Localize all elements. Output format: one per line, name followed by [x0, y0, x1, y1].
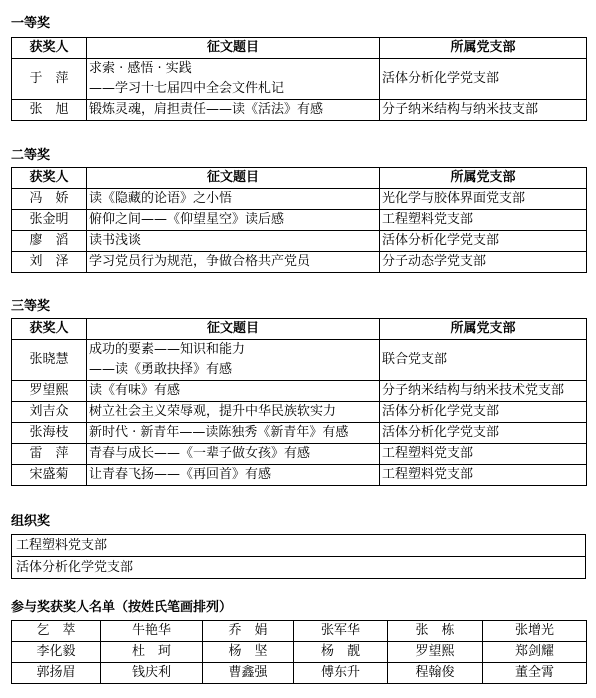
table-row — [12, 59, 587, 100]
table-row — [12, 340, 587, 381]
participant-name: 张 栋 — [388, 621, 483, 642]
header-name: 获奖人 — [12, 319, 87, 340]
essay-title: 读《隐藏的论语》之小悟 — [87, 189, 380, 210]
participation-award-heading: 参与奖获奖人名单（按姓氏笔画排列） — [11, 600, 233, 615]
party-branch: 活体分析化学党支部 — [380, 402, 587, 423]
participation-award-table — [11, 620, 587, 684]
third-prize-table — [11, 318, 587, 486]
essay-title: 青春与成长——《一辈子做女孩》有感 — [87, 444, 380, 465]
participant-name: 张增光 — [483, 621, 587, 642]
table-row — [12, 231, 587, 252]
essay-title — [87, 59, 380, 100]
organization-award-branch: 工程塑料党支部 — [12, 535, 586, 557]
party-branch: 活体分析化学党支部 — [380, 59, 587, 100]
table-row — [12, 100, 587, 121]
party-branch: 活体分析化学党支部 — [380, 231, 587, 252]
table-row — [12, 210, 587, 231]
participant-name: 罗望熙 — [388, 642, 483, 663]
table-row — [12, 642, 587, 663]
participant-name: 程翰俊 — [388, 663, 483, 684]
essay-title — [87, 340, 380, 381]
participant-name: 乞 萃 — [12, 621, 101, 642]
participant-name: 杨 靓 — [294, 642, 388, 663]
participant-name: 傅东升 — [294, 663, 388, 684]
table-row — [12, 423, 587, 444]
essay-title: 学习党员行为规范，争做合格共产党员 — [87, 252, 380, 273]
participant-name: 曹鑫强 — [203, 663, 294, 684]
organization-award-heading: 组织奖 — [11, 514, 51, 529]
participant-name: 牛艳华 — [101, 621, 203, 642]
winner-name: 刘吉众 — [12, 402, 87, 423]
table-row — [12, 557, 586, 579]
winner-name: 张金明 — [12, 210, 87, 231]
winner-name: 刘 泽 — [12, 252, 87, 273]
table-row — [12, 663, 587, 684]
party-branch: 光化学与胶体界面党支部 — [380, 189, 587, 210]
party-branch: 活体分析化学党支部 — [380, 423, 587, 444]
essay-title: 让青春飞扬——《再回首》有感 — [87, 465, 380, 486]
header-branch: 所属党支部 — [380, 168, 587, 189]
winner-name: 张 旭 — [12, 100, 87, 121]
table-header-row — [12, 168, 587, 189]
participant-name: 钱庆利 — [101, 663, 203, 684]
essay-title: 读《有味》有感 — [87, 381, 380, 402]
second-prize-heading: 二等奖 — [11, 148, 51, 163]
winner-name: 张晓慧 — [12, 340, 87, 381]
table-row — [12, 402, 587, 423]
header-title: 征文题目 — [87, 168, 380, 189]
header-name: 获奖人 — [12, 168, 87, 189]
essay-title: 俯仰之间——《仰望星空》读后感 — [87, 210, 380, 231]
organization-award-table — [11, 534, 586, 579]
winner-name: 于 萍 — [12, 59, 87, 100]
table-row — [12, 465, 587, 486]
party-branch: 工程塑料党支部 — [380, 444, 587, 465]
essay-title: 新时代 · 新青年——读陈独秀《新青年》有感 — [87, 423, 380, 444]
header-title: 征文题目 — [87, 319, 380, 340]
table-header-row — [12, 38, 587, 59]
winner-name: 罗望熙 — [12, 381, 87, 402]
participant-name: 张军华 — [294, 621, 388, 642]
winner-name: 廖 滔 — [12, 231, 87, 252]
table-row — [12, 252, 587, 273]
table-row — [12, 189, 587, 210]
participant-name: 杨 坚 — [203, 642, 294, 663]
table-row — [12, 621, 587, 642]
header-branch: 所属党支部 — [380, 319, 587, 340]
essay-title: 树立社会主义荣辱观，提升中华民族软实力 — [87, 402, 380, 423]
winner-name: 宋盛菊 — [12, 465, 87, 486]
first-prize-table — [11, 37, 587, 121]
party-branch: 分子动态学党支部 — [380, 252, 587, 273]
participant-name: 郭扬眉 — [12, 663, 101, 684]
second-prize-table — [11, 167, 587, 273]
winner-name: 冯 娇 — [12, 189, 87, 210]
table-row — [12, 444, 587, 465]
essay-title-line: ——读《勇敢抉择》有感 — [89, 362, 233, 377]
participant-name: 董全霄 — [483, 663, 587, 684]
header-branch: 所属党支部 — [380, 38, 587, 59]
essay-title: 读书浅谈 — [87, 231, 380, 252]
party-branch: 联合党支部 — [380, 340, 587, 381]
participant-name: 杜 珂 — [101, 642, 203, 663]
organization-award-branch: 活体分析化学党支部 — [12, 557, 586, 579]
essay-title-line: ——学习十七届四中全会文件札记 — [89, 81, 285, 96]
participant-name: 乔 娟 — [203, 621, 294, 642]
party-branch: 工程塑料党支部 — [380, 210, 587, 231]
header-title: 征文题目 — [87, 38, 380, 59]
party-branch: 分子纳米结构与纳米技术党支部 — [380, 381, 587, 402]
essay-title-line: 成功的要素——知识和能力 — [89, 342, 246, 357]
participant-name: 李化毅 — [12, 642, 101, 663]
winner-name: 雷 萍 — [12, 444, 87, 465]
party-branch: 工程塑料党支部 — [380, 465, 587, 486]
table-header-row — [12, 319, 587, 340]
header-name: 获奖人 — [12, 38, 87, 59]
third-prize-heading: 三等奖 — [11, 299, 51, 314]
essay-title-line: 求索 · 感悟 · 实践 — [89, 61, 192, 76]
participant-name: 郑剑耀 — [483, 642, 587, 663]
first-prize-heading: 一等奖 — [11, 16, 51, 31]
essay-title: 锻炼灵魂，肩担责任——读《活法》有感 — [87, 100, 380, 121]
party-branch: 分子纳米结构与纳米技支部 — [380, 100, 587, 121]
winner-name: 张海枝 — [12, 423, 87, 444]
table-row — [12, 381, 587, 402]
table-row — [12, 535, 586, 557]
